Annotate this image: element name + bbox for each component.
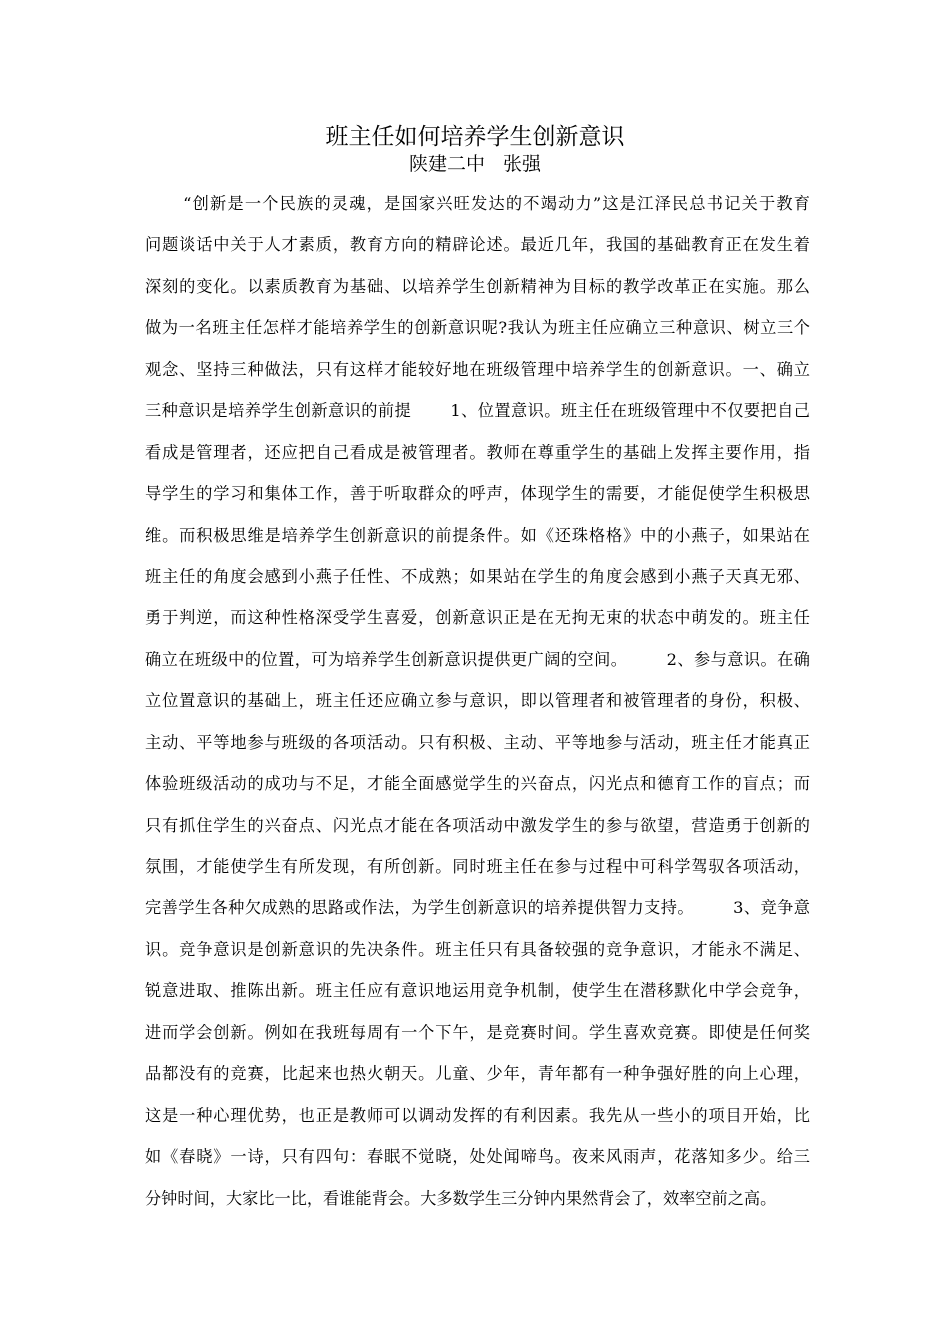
body-line: 锐意进取、推陈出新。班主任应有意识地运用竞争机制，使学生在潜移默化中学会竞争， — [145, 981, 810, 1001]
body-line: 维。而积极思维是培养学生创新意识的前提条件。如《还珠格格》中的小燕子，如果站在 — [145, 525, 810, 545]
body-line: 识。竞争意识是创新意识的先决条件。班主任只有具备较强的竞争意识，才能永不满足、 — [145, 939, 810, 959]
body-line: 看成是管理者，还应把自己看成是被管理者。教师在尊重学生的基础上发挥主要作用，指 — [145, 442, 810, 462]
body-line: 完善学生各种欠成熟的思路或作法，为学生创新意识的培养提供智力支持。 3、竞争意 — [145, 898, 810, 918]
body-line: 做为一名班主任怎样才能培养学生的创新意识呢?我认为班主任应确立三种意识、树立三个 — [145, 318, 810, 338]
body-line: 立位置意识的基础上，班主任还应确立参与意识，即以管理者和被管理者的身份，积极、 — [145, 691, 810, 711]
body-line: 班主任的角度会感到小燕子任性、不成熟；如果站在学生的角度会感到小燕子天真无邪、 — [145, 566, 810, 586]
body-line: 三种意识是培养学生创新意识的前提 1、位置意识。班主任在班级管理中不仅要把自己 — [145, 401, 810, 421]
body-line: 氛围，才能使学生有所发现，有所创新。同时班主任在参与过程中可科学驾驭各项活动， — [145, 857, 810, 876]
document-body — [145, 183, 810, 1219]
body-line: 深刻的变化。以素质教育为基础、以培养学生创新精神为目标的教学改革正在实施。那么 — [145, 276, 810, 296]
body-line: 只有抓住学生的兴奋点、闪光点才能在各项活动中激发学生的参与欲望，营造勇于创新的 — [145, 815, 810, 835]
body-line: 分钟时间，大家比一比，看谁能背会。大多数学生三分钟内果然背会了，效率空前之高。 — [145, 1188, 777, 1208]
body-line: 问题谈话中关于人才素质，教育方向的精辟论述。最近几年，我国的基础教育正在发生着 — [145, 235, 810, 255]
body-line: 品都没有的竞赛，比起来也热火朝天。儿童、少年，青年都有一种争强好胜的向上心理， — [145, 1064, 810, 1084]
body-line: 导学生的学习和集体工作，善于听取群众的呼声，体现学生的需要，才能促使学生积极思 — [145, 484, 810, 504]
document-title: 班主任如何培养学生创新意识 — [325, 124, 625, 150]
body-line: 观念、坚持三种做法，只有这样才能较好地在班级管理中培养学生的创新意识。一、确立 — [145, 359, 810, 379]
body-line: 这是一种心理优势，也正是教师可以调动发挥的有利因素。我先从一些小的项目开始，比 — [145, 1105, 810, 1125]
body-line: 如《春晓》一诗，只有四句：春眠不觉晓，处处闻啼鸟。夜来风雨声，花落知多少。给三 — [145, 1147, 810, 1167]
body-line: 体验班级活动的成功与不足，才能全面感觉学生的兴奋点，闪光点和德育工作的盲点；而 — [145, 774, 810, 794]
document-author: 陕建二中 张强 — [408, 153, 542, 175]
body-line: 进而学会创新。例如在我班每周有一个下午，是竞赛时间。学生喜欢竞赛。即使是任何奖 — [145, 1022, 810, 1042]
body-line: 主动、平等地参与班级的各项活动。只有积极、主动、平等地参与活动，班主任才能真正 — [145, 732, 810, 752]
body-line: “创新是一个民族的灵魂，是国家兴旺发达的不竭动力”这是江泽民总书记关于教育 — [145, 194, 810, 213]
body-line: 勇于判逆，而这种性格深受学生喜爱，创新意识正是在无拘无束的状态中萌发的。班主任 — [145, 608, 810, 628]
body-line: 确立在班级中的位置，可为培养学生创新意识提供更广阔的空间。 2、参与意识。在确 — [145, 649, 810, 669]
